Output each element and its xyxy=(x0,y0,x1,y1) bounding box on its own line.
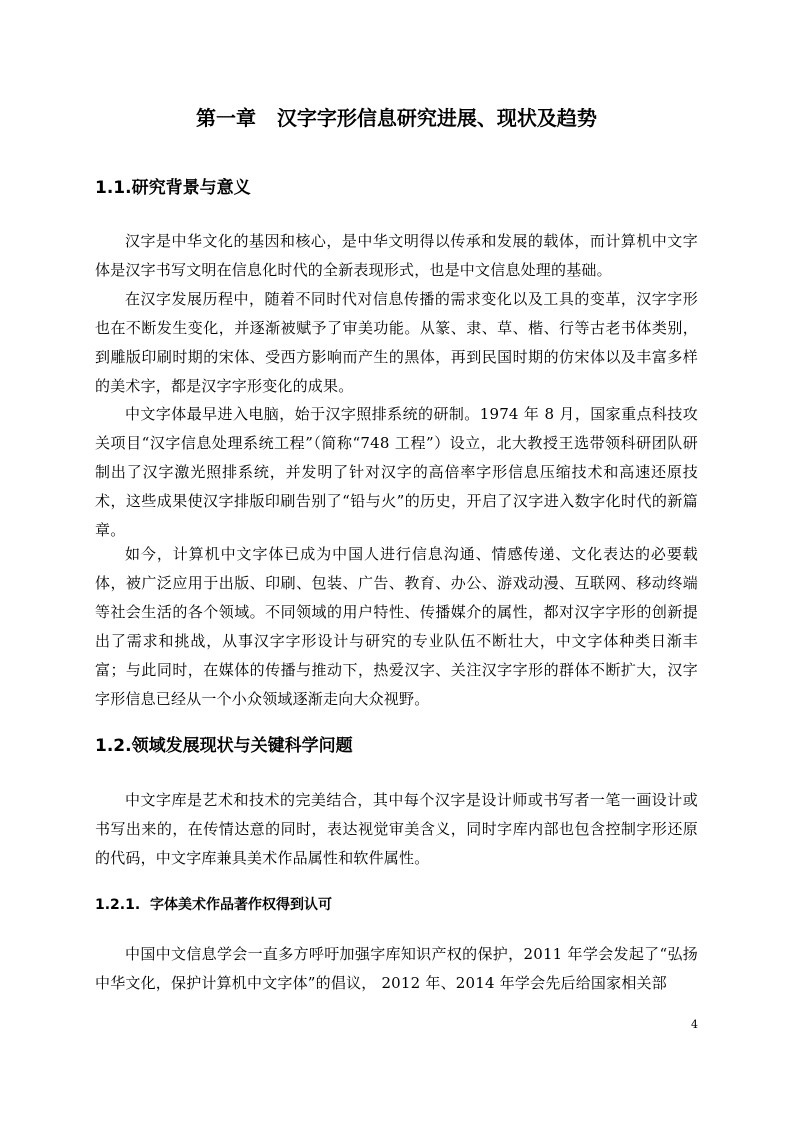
subsection-title: 字体美术作品著作权得到认可 xyxy=(150,897,332,913)
paragraph: 中文字库是艺术和技术的完美结合，其中每个汉字是设计师或书写者一笔一画设计或书写出来的，在传情达意的同时，表达视觉审美含义，同时字库内部也包含控制字形还原的代码，中文字库兼具美术作品属性和软件属性。 xyxy=(95,791,698,867)
page-number: 4 xyxy=(691,1018,698,1031)
paragraph: 汉字是中华文化的基因和核心，是中华文明得以传承和发展的载体，而计算机中文字体是汉字书写文明在信息化时代的全新表现形式，也是中文信息处理的基础。 xyxy=(95,232,698,279)
chapter-title: 第一章 汉字字形信息研究进展、现状及趋势 xyxy=(196,106,597,130)
section-heading-1-1: 1.1.研究背景与意义 xyxy=(95,178,251,198)
paragraph: 在汉字发展历程中，随着不同时代对信息传播的需求变化以及工具的变革，汉字字形也在不断发生变化，并逐渐被赋予了审美功能。从篆、隶、草、楷、行等古老书体类别，到雕版印刷时期的宋体、受西方影响而产生的黑体，再到民国时期的仿宋体以及丰富多样的美术字，都是汉字字形变化的成果。 xyxy=(95,290,698,395)
subsection-number: 1.2.1. xyxy=(95,897,141,913)
section-heading-1-2: 1.2.领域发展现状与关键科学问题 xyxy=(95,736,353,756)
paragraph: 中文字体最早进入电脑，始于汉字照排系统的研制。1974 年 8 月，国家重点科技攻关项目“汉字信息处理系统工程”（简称“748 工程”）设立，北大教授王选带领科研团队研制出了汉字激光照排系统，并发明了针对汉字的高倍率字形信息压缩技术和高速还原技术，这些成果使汉字排版印刷告别了“铅与火”的历史，开启了汉字进入数字化时代的新篇章。 xyxy=(95,405,698,539)
paragraph: 如今，计算机中文字体已成为中国人进行信息沟通、情感传递、文化表达的必要载体，被广泛应用于出版、印刷、包装、广告、教育、办公、游戏动漫、互联网、移动终端等社会生活的各个领域。不同领域的用户特性、传播媒介的属性，都对汉字字形的创新提出了需求和挑战，从事汉字字形设计与研究的专业队伍不断壮大，中文字体种类日渐丰富；与此同时，在媒体的传播与推动下，热爱汉字、关注汉字字形的群体不断扩大，汉字字形信息已经从一个小众领域逐渐走向大众视野。 xyxy=(95,545,698,708)
paragraph: 中国中文信息学会一直多方呼吁加强字库知识产权的保护，2011 年学会发起了“弘扬中华文化，保护计算机中文字体”的倡议， 2012 年、2014 年学会先后给国家相关部 xyxy=(95,945,698,992)
subsection-heading-1-2-1 xyxy=(95,894,332,916)
